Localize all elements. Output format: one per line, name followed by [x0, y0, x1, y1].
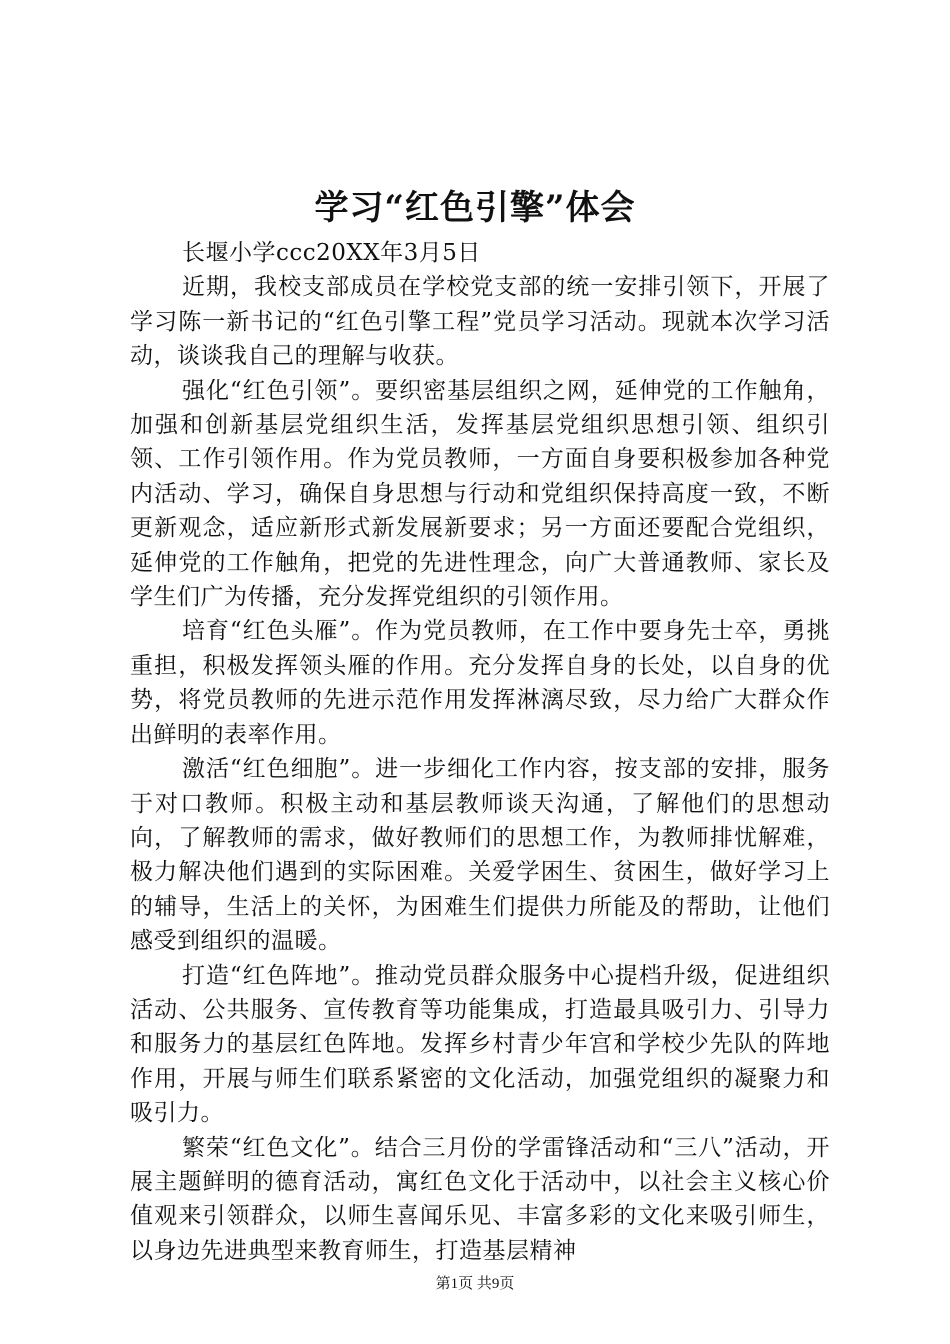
paragraph-red-cells: 激活“红色细胞”。进一步细化工作内容，按支部的安排，服务于对口教师。积极主动和基层教师谈天沟通，了解他们的思想动向，了解教师的需求，做好教师们的思想工作，为教师排忧解难，极力解决他们遇到的实际困难。关爱学困生、贫困生，做好学习上的辅导，生活上的关怀，为困难生们提供力所能及的帮助，让他们感受到组织的温暖。 — [130, 756, 830, 955]
paragraph-intro: 近期，我校支部成员在学校党支部的统一安排引领下，开展了学习陈一新书记的“红色引擎工程”党员学习活动。现就本次学习活动，谈谈我自己的理解与收获。 — [130, 274, 830, 370]
document-body — [130, 236, 830, 1268]
paragraph-red-culture: 繁荣“红色文化”。结合三月份的学雷锋活动和“三八”活动，开展主题鲜明的德育活动，寓红色文化于活动中，以社会主义核心价值观来引领群众，以师生喜闻乐见、丰富多彩的文化来吸引师生，以身边先进典型来教育师生，打造基层精神 — [130, 1134, 830, 1264]
paragraph-red-lead-goose: 培育“红色头雁”。作为党员教师，在工作中要身先士卒，勇挑重担，积极发挥领头雁的作用。充分发挥自身的长处，以自身的优势，将党员教师的先进示范作用发挥淋漓尽致，尽力给广大群众作出鲜明的表率作用。 — [130, 618, 830, 748]
paragraph-red-position: 打造“红色阵地”。推动党员群众服务中心提档升级，促进组织活动、公共服务、宣传教育等功能集成，打造最具吸引力、引导力和服务力的基层红色阵地。发挥乡村青少年宫和学校少先队的阵地作用，开展与师生们联系紧密的文化活动，加强党组织的凝聚力和吸引力。 — [130, 962, 830, 1127]
page-title: 学习“红色引擎”体会 — [314, 188, 636, 228]
paragraph-red-leadership: 强化“红色引领”。要织密基层组织之网，延伸党的工作触角，加强和创新基层党组织生活，发挥基层党组织思想引领、组织引领、工作引领作用。作为党员教师，一方面自身要积极参加各种党内活动、学习，确保自身思想与行动和党组织保持高度一致，不断更新观念，适应新形式新发展新要求；另一方面还要配合党组织，延伸党的工作触角，把党的先进性理念，向广大普通教师、家长及学生们广为传播，充分发挥党组织的引领作用。 — [130, 377, 830, 611]
byline: 长堰小学ccc20XX年3月5日 — [182, 240, 481, 266]
page-footer: 第1页 共9页 — [435, 1276, 515, 1292]
